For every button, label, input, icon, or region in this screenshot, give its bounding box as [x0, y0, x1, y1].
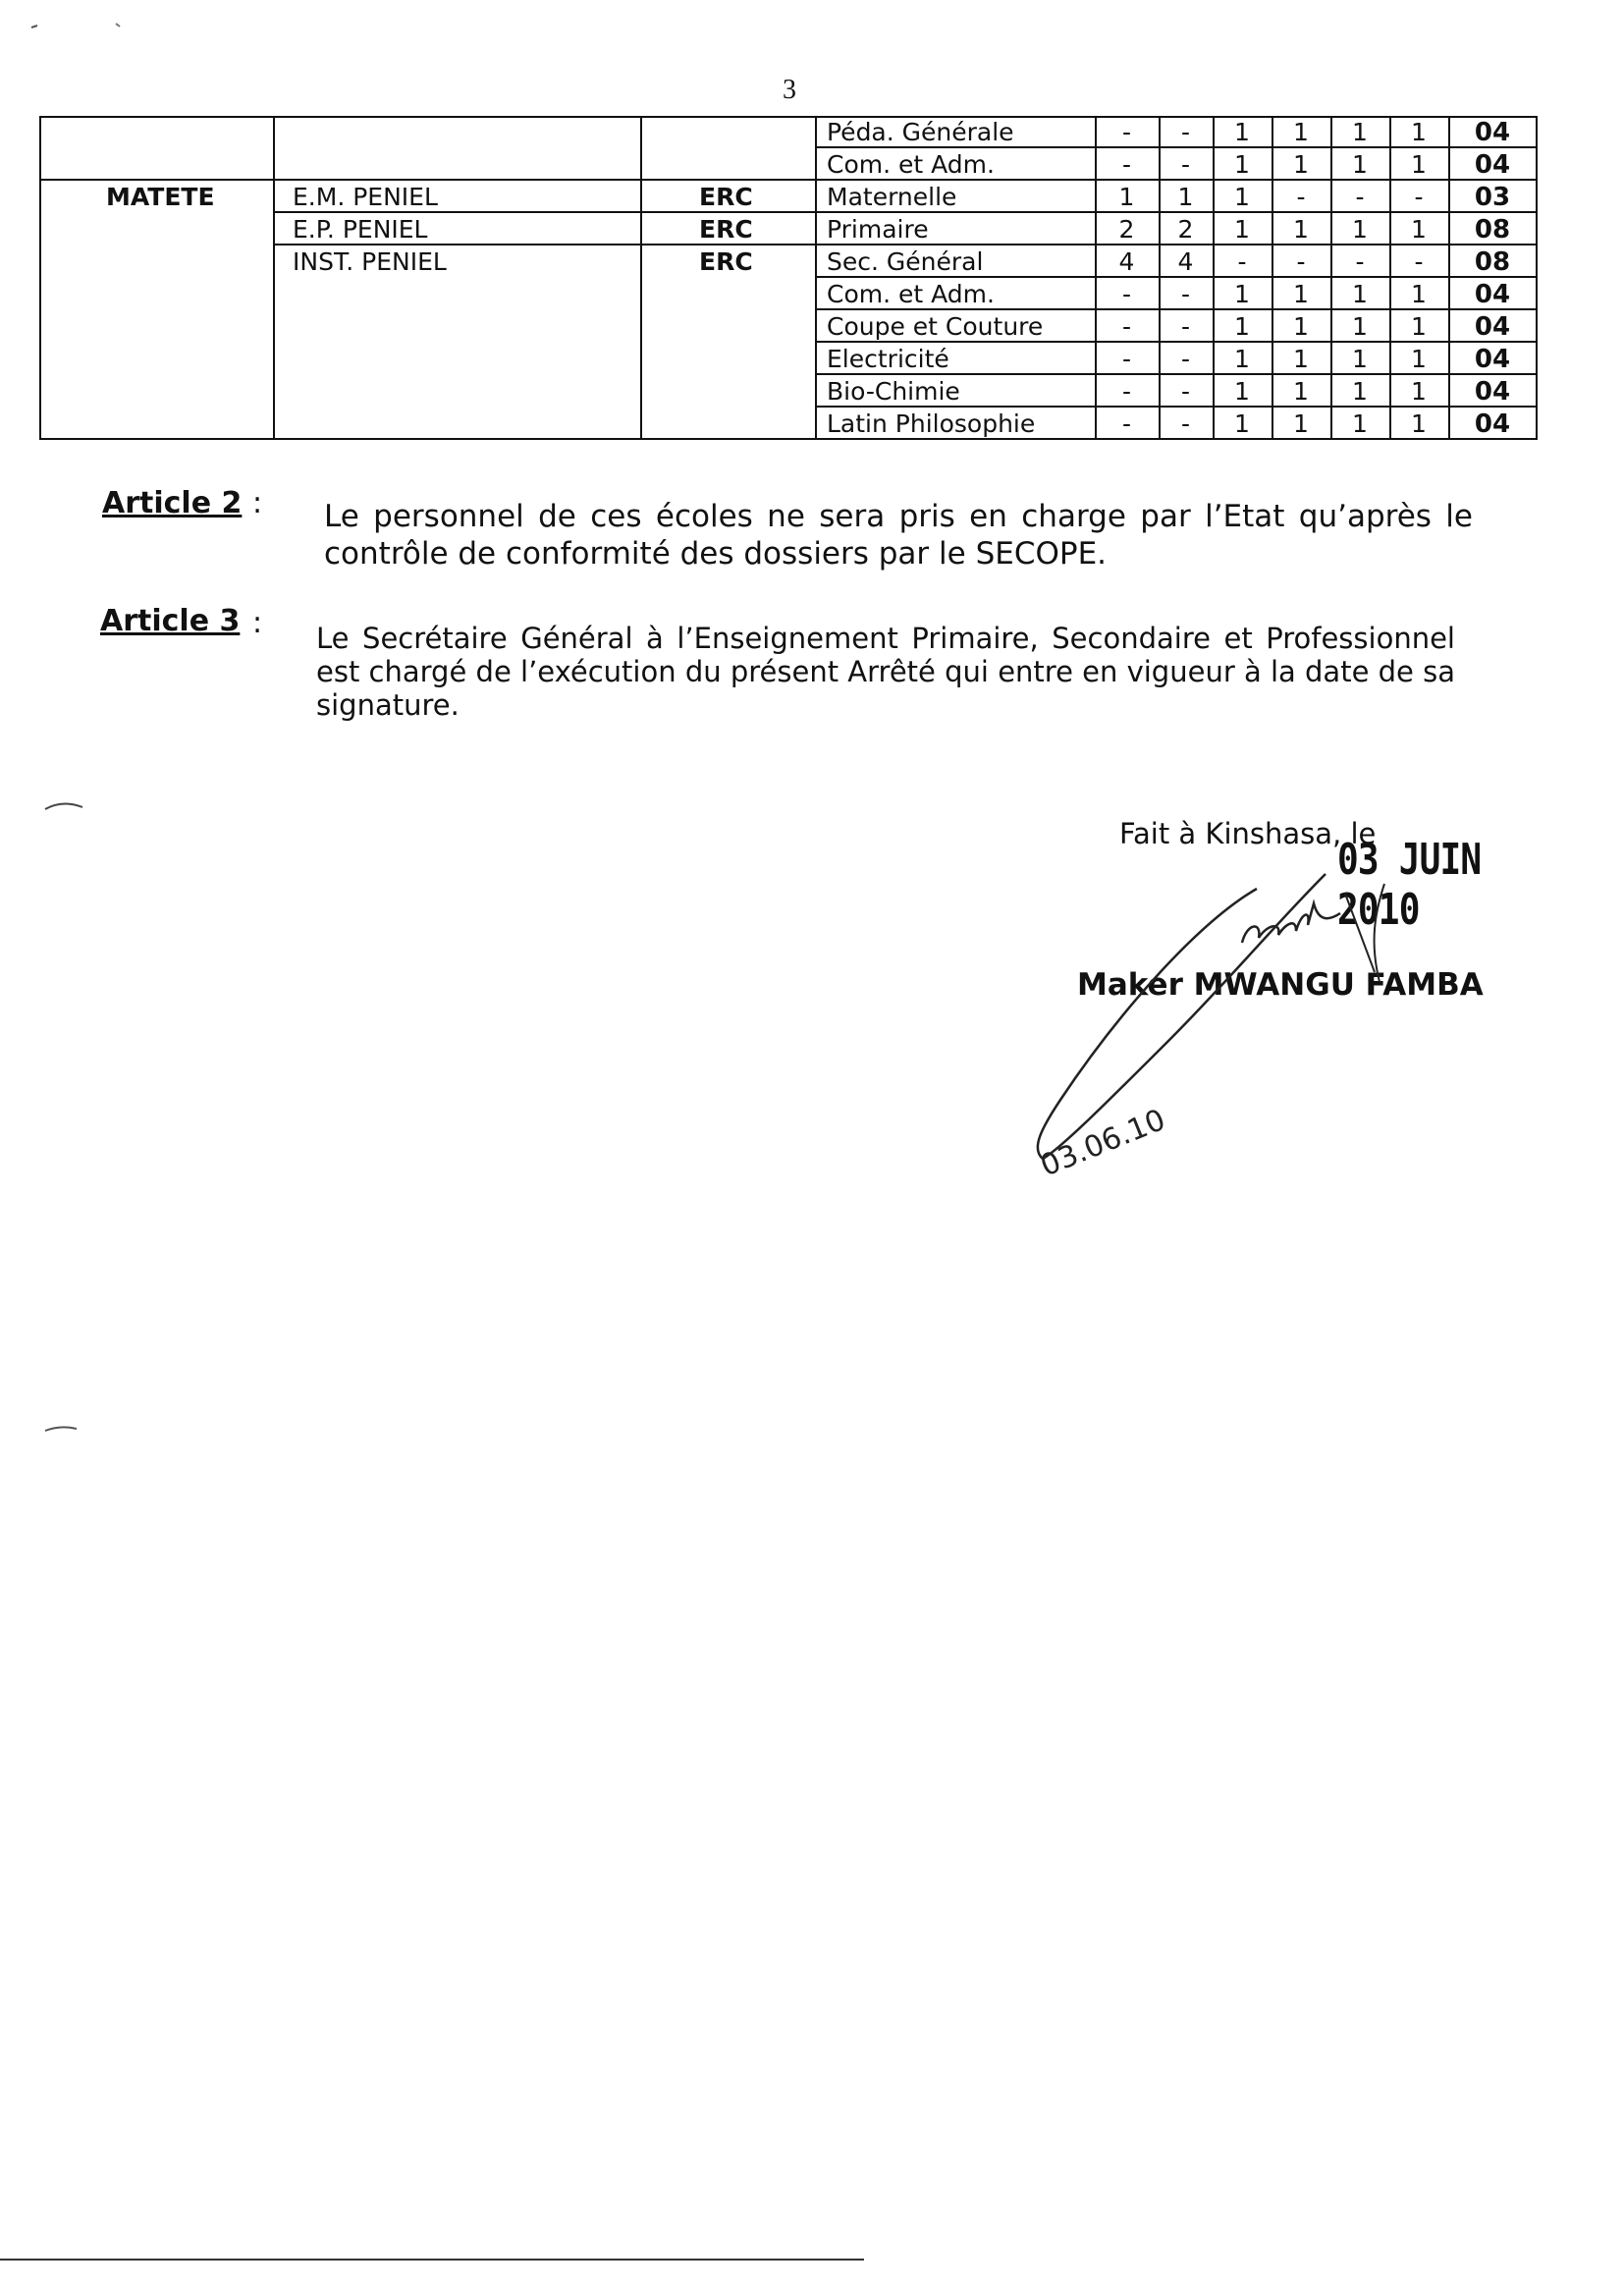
table-column-line	[815, 116, 817, 440]
option-cell: Com. et Adm.	[827, 150, 995, 179]
option-cell: Bio-Chimie	[827, 377, 960, 406]
total-cell: 08	[1474, 215, 1511, 245]
count-cell: 1	[1293, 215, 1309, 244]
count-cell: 1	[1234, 312, 1250, 341]
count-cell: 1	[1352, 215, 1368, 244]
count-cell: 1	[1234, 150, 1250, 179]
count-cell: 1	[1352, 377, 1368, 406]
school-cell: E.M. PENIEL	[293, 183, 438, 211]
signatory-name: Maker MWANGU FAMBA	[1077, 967, 1484, 1003]
count-cell: 1	[1293, 150, 1309, 179]
count-cell: 1	[1177, 183, 1194, 211]
page-number: 3	[783, 75, 796, 105]
total-cell: 04	[1474, 312, 1511, 342]
count-cell: 4	[1177, 247, 1194, 276]
article-2-text: Le personnel de ces écoles ne sera pris en charge par l’Etat qu’après le contrôle de conformité des dossiers par le SECOPE.	[324, 499, 1473, 572]
count-cell: 4	[1118, 247, 1135, 276]
handwritten-signature	[1001, 864, 1492, 1188]
count-cell: -	[1180, 345, 1191, 373]
network-cell: ERC	[699, 247, 753, 276]
article-2-colon: :	[252, 486, 263, 520]
table-column-line	[273, 116, 275, 440]
count-cell: -	[1180, 377, 1191, 406]
option-cell: Péda. Générale	[827, 118, 1014, 146]
count-cell: -	[1237, 247, 1247, 276]
table-column-line	[1095, 116, 1097, 440]
option-cell: Coupe et Couture	[827, 312, 1044, 341]
scan-speck	[43, 795, 92, 815]
count-cell: -	[1180, 118, 1191, 146]
handwritten-date: 03.06.10	[1035, 1102, 1170, 1184]
count-cell: -	[1121, 377, 1132, 406]
count-cell: 1	[1411, 409, 1427, 438]
count-cell: -	[1414, 247, 1424, 276]
count-cell: 1	[1352, 409, 1368, 438]
commune-cell: MATETE	[106, 183, 215, 211]
count-cell: 1	[1234, 118, 1250, 146]
count-cell: -	[1355, 183, 1365, 211]
scan-speck	[29, 20, 128, 39]
total-cell: 04	[1474, 280, 1511, 309]
option-cell: Com. et Adm.	[827, 280, 995, 308]
option-cell: Sec. Général	[827, 247, 984, 276]
count-cell: -	[1180, 150, 1191, 179]
count-cell: -	[1121, 118, 1132, 146]
scan-speck	[43, 1419, 82, 1439]
count-cell: 1	[1293, 345, 1309, 373]
count-cell: -	[1296, 183, 1306, 211]
count-cell: 1	[1352, 280, 1368, 308]
total-cell: 04	[1474, 118, 1511, 147]
count-cell: 1	[1293, 280, 1309, 308]
count-cell: 1	[1411, 118, 1427, 146]
count-cell: -	[1180, 312, 1191, 341]
total-cell: 04	[1474, 409, 1511, 439]
school-table	[39, 116, 1538, 440]
count-cell: 1	[1293, 409, 1309, 438]
total-cell: 04	[1474, 345, 1511, 374]
count-cell: -	[1296, 247, 1306, 276]
count-cell: 1	[1118, 183, 1135, 211]
count-cell: 1	[1411, 215, 1427, 244]
bottom-rule	[0, 2259, 864, 2261]
network-cell: ERC	[699, 215, 753, 244]
count-cell: 1	[1411, 312, 1427, 341]
count-cell: -	[1121, 150, 1132, 179]
count-cell: 1	[1293, 118, 1309, 146]
count-cell: 1	[1352, 345, 1368, 373]
option-cell: Electricité	[827, 345, 949, 373]
count-cell: 2	[1118, 215, 1135, 244]
count-cell: -	[1121, 409, 1132, 438]
count-cell: -	[1180, 409, 1191, 438]
count-cell: 1	[1234, 409, 1250, 438]
count-cell: 1	[1293, 312, 1309, 341]
count-cell: 1	[1234, 345, 1250, 373]
table-column-line	[640, 116, 642, 440]
network-cell: ERC	[699, 183, 753, 211]
count-cell: 1	[1352, 118, 1368, 146]
count-cell: 1	[1411, 345, 1427, 373]
count-cell: 1	[1293, 377, 1309, 406]
count-cell: -	[1121, 280, 1132, 308]
option-cell: Primaire	[827, 215, 929, 244]
table-column-line	[39, 116, 41, 440]
option-cell: Maternelle	[827, 183, 957, 211]
school-cell: E.P. PENIEL	[293, 215, 428, 244]
count-cell: 1	[1234, 215, 1250, 244]
article-3-text: Le Secrétaire Général à l’Enseignement Primaire, Secondaire et Professionnel est chargé de l’exécution du présent Arrêté qui entre en vigueur à la date de sa signature.	[316, 622, 1455, 722]
total-cell: 03	[1474, 183, 1511, 212]
place-date: Fait à Kinshasa, le	[1119, 817, 1377, 850]
article-3-label: Article 3	[100, 604, 241, 638]
total-cell: 04	[1474, 377, 1511, 407]
count-cell: 1	[1411, 377, 1427, 406]
count-cell: 1	[1234, 377, 1250, 406]
school-cell: INST. PENIEL	[293, 247, 447, 276]
count-cell: 2	[1177, 215, 1194, 244]
table-column-line	[1448, 116, 1450, 440]
count-cell: -	[1180, 280, 1191, 308]
count-cell: -	[1121, 345, 1132, 373]
table-column-line	[1536, 116, 1538, 440]
count-cell: 1	[1234, 183, 1250, 211]
article-3-colon: :	[252, 606, 263, 640]
article-2-label: Article 2	[102, 486, 243, 520]
count-cell: -	[1121, 312, 1132, 341]
count-cell: -	[1355, 247, 1365, 276]
option-cell: Latin Philosophie	[827, 409, 1036, 438]
count-cell: 1	[1234, 280, 1250, 308]
count-cell: 1	[1352, 150, 1368, 179]
stamp-date: 03 JUIN 2010	[1337, 835, 1482, 935]
count-cell: 1	[1352, 312, 1368, 341]
count-cell: -	[1414, 183, 1424, 211]
total-cell: 04	[1474, 150, 1511, 180]
count-cell: 1	[1411, 280, 1427, 308]
total-cell: 08	[1474, 247, 1511, 277]
count-cell: 1	[1411, 150, 1427, 179]
